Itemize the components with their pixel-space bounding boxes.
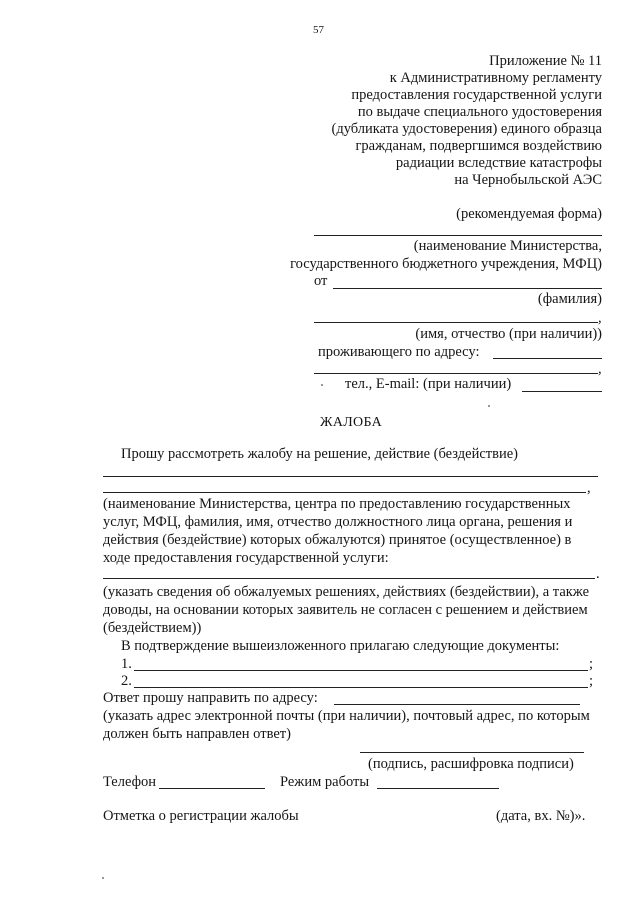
name-line-comma: ,	[598, 310, 602, 326]
address-label: проживающего по адресу:	[318, 344, 480, 360]
appendix-title: Приложение № 11	[489, 53, 602, 69]
ministry-name-line[interactable]	[314, 235, 602, 236]
date-label: (дата, вх. №)».	[496, 808, 586, 824]
org-hint-3: действия (бездействие) которых обжалуются) принятое (осуществленное) в	[103, 532, 572, 548]
request-line: Прошу рассмотреть жалобу на решение, действие (бездействие)	[121, 446, 518, 462]
name-line[interactable]	[314, 322, 598, 323]
doc-item-2-num: 2.	[121, 673, 132, 689]
reply-hint-1: (указать адрес электронной почты (при наличии), почтовый адрес, по которым	[103, 708, 590, 724]
details-hint-1: (указать сведения об обжалуемых решениях, действиях (бездействии), а также	[103, 584, 590, 600]
details-hint-2: доводы, на основании которых заявитель не согласен с решением и действием	[103, 602, 588, 618]
details-line[interactable]	[103, 578, 595, 579]
scan-speck	[488, 405, 490, 407]
doc-item-1-line[interactable]	[134, 670, 588, 671]
doc-item-1-num: 1.	[121, 656, 132, 672]
phone-email-label: тел., E-mail: (при наличии)	[345, 376, 512, 392]
registration-label: Отметка о регистрации жалобы	[103, 808, 299, 824]
org-hint-1: (наименование Министерства, центра по предоставлению государственных	[103, 496, 571, 512]
doc-item-1-end: ;	[589, 656, 594, 672]
appendix-line-8: на Чернобыльской АЭС	[454, 172, 602, 188]
surname-line[interactable]	[333, 288, 602, 289]
doc-item-2-end: ;	[589, 673, 594, 689]
reply-address-line[interactable]	[334, 704, 580, 705]
appendix-line-3: предоставления государственной услуги	[351, 87, 602, 103]
reply-hint-2: должен быть направлен ответ)	[103, 726, 291, 742]
signature-line[interactable]	[360, 752, 584, 753]
address-line-2[interactable]	[314, 373, 598, 374]
org-hint-2: услуг, МФЦ, фамилия, имя, отчество должностного лица органа, решения и	[103, 514, 573, 530]
phone-label: Телефон	[103, 774, 156, 790]
attach-intro: В подтверждение вышеизложенного прилагаю следующие документы:	[121, 638, 560, 654]
scan-speck	[321, 384, 323, 386]
document-title: ЖАЛОБА	[320, 415, 383, 430]
name-hint: (имя, отчество (при наличии))	[415, 326, 602, 342]
reply-label: Ответ прошу направить по адресу:	[103, 690, 318, 706]
work-mode-label: Режим работы	[280, 774, 370, 790]
appendix-line-2: к Административному регламенту	[389, 70, 602, 86]
work-mode-line[interactable]	[377, 788, 499, 789]
appendix-line-5: (дубликата удостоверения) единого образца	[331, 121, 602, 137]
doc-item-2-line[interactable]	[134, 687, 588, 688]
form-note: (рекомендуемая форма)	[456, 206, 602, 222]
details-period: .	[596, 566, 600, 582]
page-number: 57	[313, 24, 324, 36]
from-label: от	[314, 273, 328, 289]
phone-line[interactable]	[159, 788, 265, 789]
complaint-line-2[interactable]	[103, 492, 586, 493]
appendix-line-4: по выдаче специального удостоверения	[357, 104, 602, 120]
ministry-hint-1: (наименование Министерства,	[413, 238, 602, 254]
address-comma: ,	[598, 361, 602, 377]
address-line-1[interactable]	[493, 358, 602, 359]
complaint-comma: ,	[587, 480, 591, 496]
phone-email-line[interactable]	[522, 391, 602, 392]
surname-hint: (фамилия)	[537, 291, 602, 307]
complaint-line-1[interactable]	[103, 476, 598, 477]
appendix-line-7: радиации вследствие катастрофы	[395, 155, 602, 171]
ministry-hint-2: государственного бюджетного учреждения, МФЦ)	[290, 256, 602, 272]
scan-speck	[102, 877, 104, 879]
appendix-line-6: гражданам, подвергшимся воздействию	[355, 138, 602, 154]
details-hint-3: (бездействием))	[103, 620, 202, 636]
signature-hint: (подпись, расшифровка подписи)	[368, 756, 574, 772]
org-hint-4: ходе предоставления государственной услуги:	[103, 550, 389, 566]
